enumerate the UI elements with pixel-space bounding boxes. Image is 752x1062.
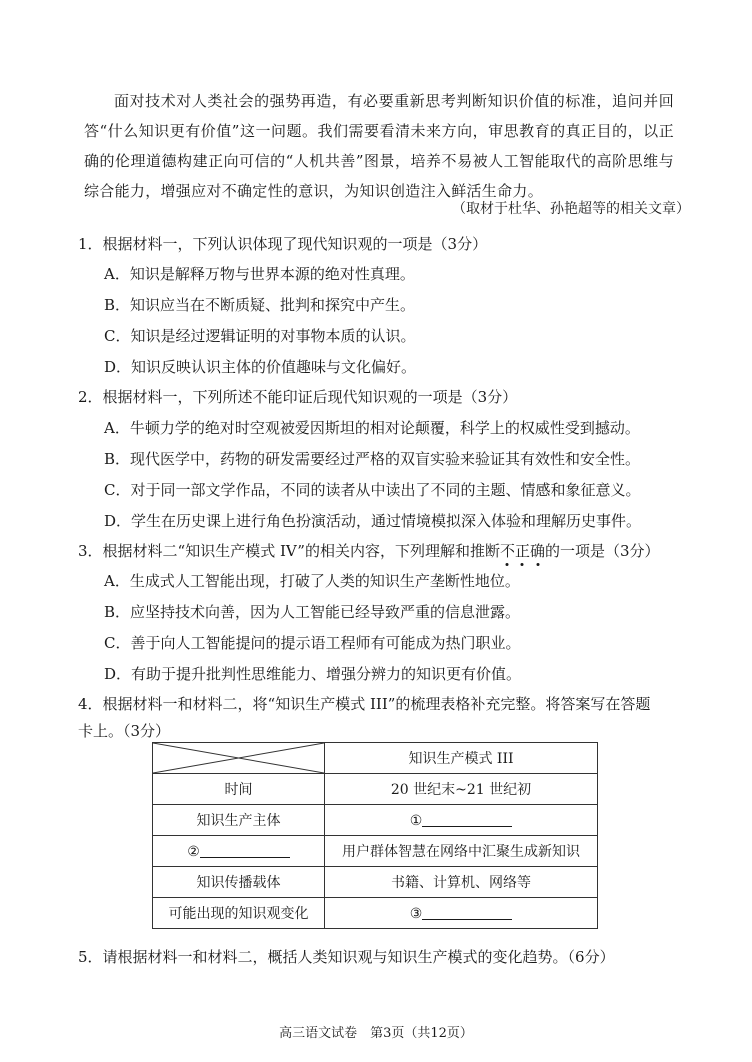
row-value-blank-1[interactable]: [325, 805, 598, 836]
q2-stem-after: 印证后现代知识观的一项是（3分）: [282, 388, 518, 406]
q3-emphasis-1: 不: [499, 542, 515, 560]
question-2-stem: [78, 386, 517, 407]
row-value-carrier: 书籍、计算机、网络等: [325, 867, 598, 898]
q3-stem-before: 3．根据材料二“知识生产模式 IV”的相关内容，下列理解和推断: [78, 542, 500, 560]
q2-stem-before: 2．根据材料一，下列所述: [78, 388, 253, 406]
row-label-subject: 知识生产主体: [153, 805, 325, 836]
q3-option-c: C．善于向人工智能提问的提示语工程师有可能成为热门职业。: [104, 634, 521, 652]
row-label-carrier: 知识传播载体: [153, 867, 325, 898]
question-3-stem: [78, 540, 660, 561]
answer-blank-2[interactable]: [200, 843, 290, 858]
q2-stem-emphasis: 不能: [252, 388, 283, 406]
page-footer: 高三语文试卷 第3页（共12页）: [279, 1026, 473, 1041]
q1-option-b: B．知识应当在不断质疑、批判和探究中产生。: [104, 296, 416, 314]
q3-option-a: A．生成式人工智能出现，打破了人类的知识生产垄断性地位。: [104, 572, 520, 590]
table-row: [153, 836, 598, 867]
answer-blank-1[interactable]: [422, 812, 512, 827]
knowledge-mode-table: [152, 742, 598, 929]
row-value-blank-3[interactable]: [325, 898, 598, 929]
table-row: [153, 774, 598, 805]
row-value-time: 20 世纪末~21 世纪初: [325, 774, 598, 805]
table-row: [153, 867, 598, 898]
blank-marker-1: ①: [409, 812, 423, 829]
q3-emphasis-3: 确: [530, 542, 546, 560]
q1-option-a: A．知识是解释万物与世界本源的绝对性真理。: [104, 265, 415, 283]
q1-option-c: C．知识是经过逻辑证明的对事物本质的认识。: [104, 327, 416, 345]
q3-option-d: D．有助于提升批判性思维能力、增强分辨力的知识更有价值。: [104, 665, 522, 683]
row-label-blank-2[interactable]: [153, 836, 325, 867]
q2-option-c: C．对于同一部文学作品，不同的读者从中读出了不同的主题、情感和象征意义。: [104, 481, 641, 499]
q3-option-b: B．应坚持技术向善，因为人工智能已经导致严重的信息泄露。: [104, 603, 521, 621]
q2-option-b: B．现代医学中，药物的研发需要经过严格的双盲实验来验证其有效性和安全性。: [104, 450, 641, 468]
row-label-time: 时间: [153, 774, 325, 805]
q2-option-d: D．学生在历史课上进行角色扮演活动，通过情境模拟深入体验和理解历史事件。: [104, 512, 642, 530]
question-4-stem-line1: 4．根据材料一和材料二，将“知识生产模式 III”的梳理表格补充完整。将答案写在答题: [78, 695, 651, 713]
row-value-method: 用户群体智慧在网络中汇聚生成新知识: [325, 836, 598, 867]
diagonal-cross: [153, 743, 324, 773]
blank-marker-2: ②: [187, 843, 200, 860]
question-5-stem: 5．请根据材料一和材料二，概括人类知识观与知识生产模式的变化趋势。（6分）: [78, 948, 615, 966]
table-row: [153, 805, 598, 836]
table-header-mode-3: 知识生产模式 III: [325, 743, 598, 774]
table-header-row: [153, 743, 598, 774]
q3-emphasis-2: 正: [514, 542, 530, 560]
diagonal-header-cell: [153, 743, 325, 774]
q2-option-a: A．牛顿力学的绝对时空观被爱因斯坦的相对论颠覆，科学上的权威性受到撼动。: [104, 419, 640, 437]
table-row: [153, 898, 598, 929]
q1-option-d: D．知识反映认识主体的价值趣味与文化偏好。: [104, 358, 417, 376]
answer-blank-3[interactable]: [422, 905, 512, 920]
passage-paragraph: 面对技术对人类社会的强势再造，有必要重新思考判断知识价值的标准，追问并回答“什么知识更有价值”这一问题。我们需要看清未来方向，审思教育的真正目的，以正确的伦理道德构建正向可信的“人机共善”图景，培养不易被人工智能取代的高阶思维与综合能力，增强应对不确定性的意识，为知识创造注入鲜活生命力。: [84, 92, 674, 200]
row-label-view-change: 可能出现的知识观变化: [153, 898, 325, 929]
q3-stem-after: 的一项是（3分）: [545, 542, 660, 560]
blank-marker-3: ③: [409, 905, 423, 922]
question-1-stem: 1．根据材料一，下列认识体现了现代知识观的一项是（3分）: [78, 235, 488, 253]
passage-source: （取材于杜华、孙艳超等的相关文章）: [452, 201, 690, 217]
question-4-stem-line2: 卡上。（3分）: [78, 722, 171, 740]
